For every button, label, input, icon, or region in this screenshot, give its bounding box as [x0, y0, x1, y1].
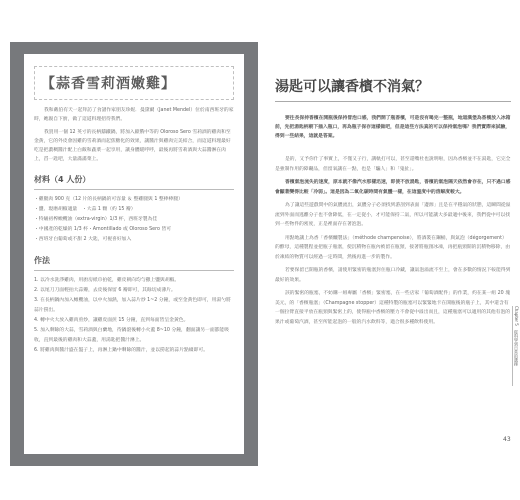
step-item: 5. 加入剩餘的大蒜，雪莉酒與白蘭地，待鍋滾後轉小火蓋 8~10 分鐘，翻面讓另一面都能吸收，直到最後的雞肉和大蒜蓋，用湯匙把醬汁淋上。: [34, 328, 230, 343]
divider: [34, 270, 234, 271]
article-intro: 要往長保持香檳在開瓶後保持冒泡口感，我們開了瓶香檳，可是沒有喝完一整瓶，地道漢堡為香檳放入冰箱前，先把湯匙柄朝下插入瓶口，再為瓶子保存這樣做吧，但是這些方法真的可以保持氣泡嗎？我們實際來試驗，得到一些結果，這就是答案。: [275, 116, 511, 139]
article-paragraph: 若要保留已開瓶的香檳，請使用緊密的瓶塞封住瓶口冷藏，讓氣泡溢流不至上，會在多數的情況下較能得到最好的效果。: [275, 268, 511, 283]
article-paragraph: 該的緊密的瓶塞，不妨購一組專屬「香檳」緊密塞，在一些店家「葡萄酒配件」的作業，約在某一組 20 塊美元，的「香檳瓶塞」（Champagne stopper）這種特製的瓶塞可以緊緊地卡在開瓶後的瓶子上，其中還含有一個拉臂直接平放在瓶頸與緊密上的，使得瓶中香檳的壓力不會從中溢出而且，這種瓶塞可以適用的其他有泡的果汁或葡萄汽酒，甚至所能起泡的一般的汽水飲料等，適合很多種飲料使用。: [275, 291, 511, 325]
step-item: 4. 轉中火大放入雞肉煎炒，讓雞皮面煎 15 分鐘，直到每面皆呈金黃色。: [34, 318, 189, 323]
recipe-card: [24, 54, 244, 454]
article-paragraph: 用點地讓上為香「香檳釀製法」（méthode champenoise），將酒裝在鋼桶，與氣泡（dégorgement）的酵母，這種製程並把瓶子瓶塞，使沉積物在瓶內被留在瓶頸，接著將瓶頸冰凍，再把瓶頸開的沉積物移除，由於凍結的物質可以經過一定時間，然後再進一步的製作。: [275, 235, 511, 260]
step-item: 1. 以冷水洗淨雞肉，用廚房紙巾拍乾，雞皮朝向均勻撒上鹽與胡椒。: [34, 278, 180, 283]
steps-heading: 作法: [34, 256, 50, 265]
article-page: [275, 14, 511, 484]
recipe-page: [10, 42, 258, 466]
article-paragraph-bold: 香檳氣泡流失的速度，原本就不像汽水那樣迅速，即使不放湯匙，香檳的氣泡隔天依然會存在，只不過口感會顯著變得比較「冷弱」。這是因為二氧化碳時間有氣體一樣，在這溫度中的溶解度較大。: [275, 180, 511, 195]
chapter-side-tab: Chapter 5 從科學到日常的選擇: [512, 306, 520, 386]
recipe-intro-paragraph: 我買用一個 12 英寸的長柄鑄鐵鍋，將加入歐俄中等的 Oloroso Sero 雪莉酒的雞肉和至金黃，它的外皮會因雞的雪莉酒而起焦糖化的效果，讓醬汁與雞肉完美結合，而這道料理最好吃是把濃稠醬汁配上白飯和蔬菜一起享用，讓身體暖呼呼，最後再將雪莉酒與大蒜醬淋在肉上，舀一匙吧，大量滿滿菜上。: [34, 130, 231, 162]
article-paragraph: 為了讓這些遊戲問中的氣體流出，氣體分子必須找到游剖到表面「邊源」且是在平穩氣的狀態，這瞬間從溢流到外面而逃離分子也不會降低，在一定從小，才可能保持二氣，所以可能讓大多最適中後來，我們從中可以找到一些物件的密度，正是裡面存在著泡泡。: [275, 203, 511, 227]
material-item: ・西班牙白葡萄或不甜 2 大匙，可視喜好加入: [34, 237, 132, 242]
article-paragraph: 是的，又予你什了事實上，不僅又子行，講軌打可以，甚至還嘴杜也說明啦，因為香檳並不在湯匙，它完全是強制作用的障礙品，但留氧讓在一點，也是「騙人」和「鬼扯」。: [275, 157, 511, 172]
page-number: 43: [503, 436, 511, 443]
materials-heading: 材料（4 人份）: [34, 175, 91, 184]
article-body: [275, 155, 511, 327]
material-item: ・雞腿肉 900 克（12 片的長柄鍋的可容量 ＆ 整雞腿與 1 整棒棒腿）: [34, 197, 183, 202]
recipe-title: 【蒜香雪莉酒嫩雞】: [41, 76, 176, 92]
divider: [34, 189, 234, 190]
recipe-title-box: [34, 66, 234, 100]
step-item: 2. 以尾刀刀面輕拍大蒜瓣，去皮後保留 6 瓣即可，其餘切成薄片。: [34, 288, 176, 293]
material-item: ・特級初榨橄欖油（extra-virgin）1/3 杯，西班牙製為佳: [34, 217, 158, 222]
recipe-intro-paragraph: 我和戴伯有天一起拜訪了食譜作家朋友珍妮．曼黛爾（Janet Mendel）位於南西班牙的家時，她親自下廚，做了這道料理招待我們。: [34, 108, 234, 122]
material-item: ・鹽、現磨胡椒適量 ・大蒜 1 顆（約 15 瓣）: [34, 207, 136, 212]
step-item: 3. 在長柄鍋內加入橄欖油，以中火加熱，加入蒜片炒 1~2 分鐘，或至金黃色即可，用湯勺將蒜片撈出。: [34, 298, 231, 313]
article-title: 湯匙可以讓香檳不消氣？: [275, 76, 511, 102]
material-item: ・中國產的乾燥的 1/3 杯・Amontillado 或 Oloroso Sero 皆可: [34, 227, 172, 232]
step-item: 6. 將雞肉與醬汁盛在盤子上，再淋上鍋中剩餘的醬汁，並以撈起的蒜片點綴即可。: [34, 348, 208, 353]
